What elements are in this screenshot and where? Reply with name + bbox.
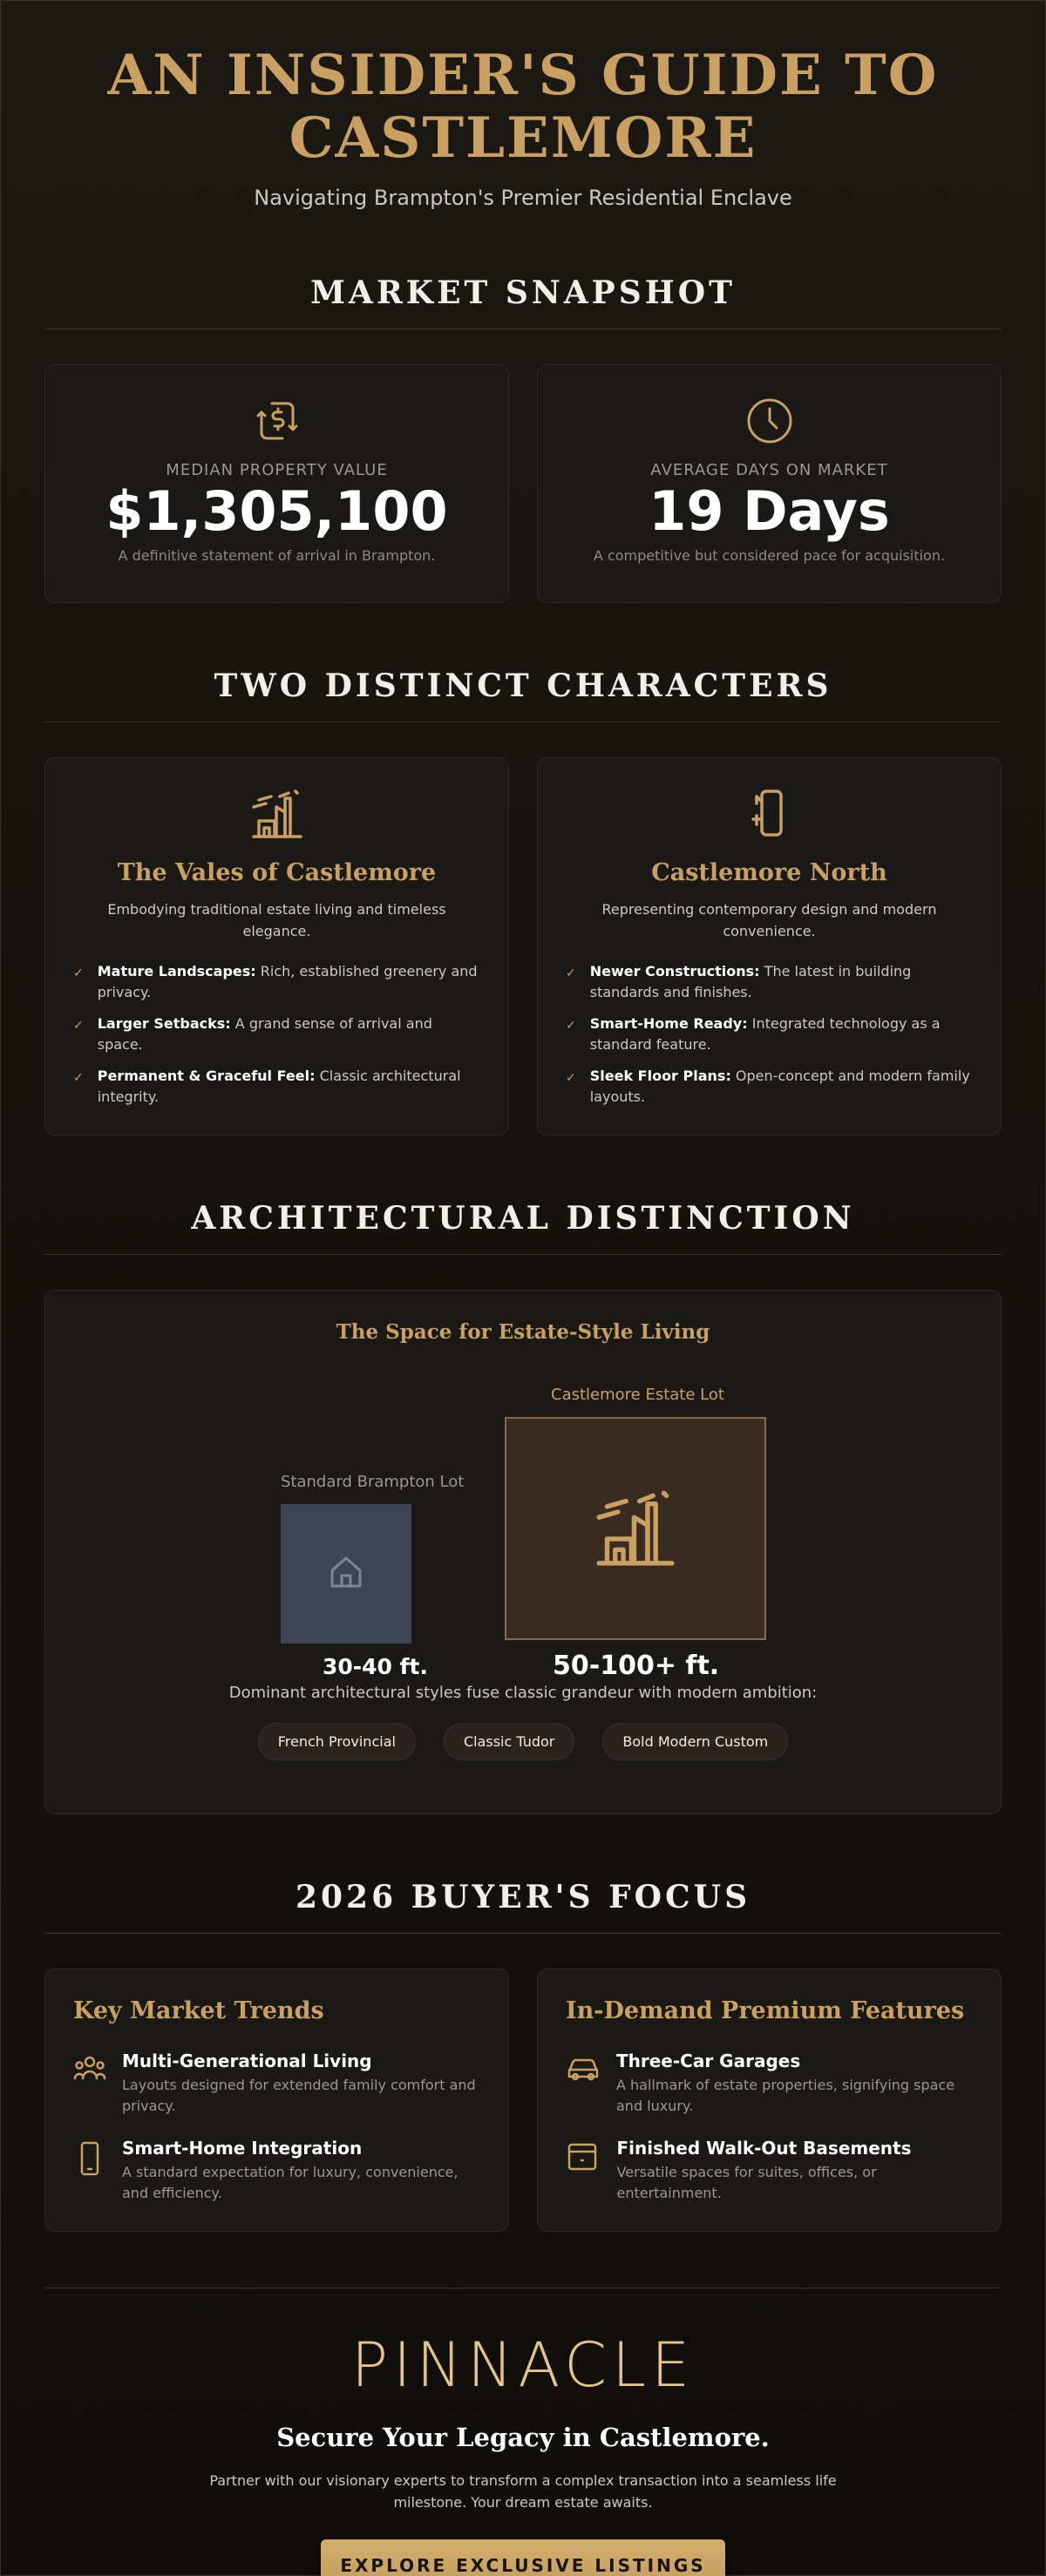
market-stats [44, 364, 1002, 603]
check-icon: ✓ [566, 1019, 576, 1033]
character-bullets [566, 961, 973, 1108]
estate-lot-label: Castlemore Estate Lot [551, 1386, 724, 1404]
feature-desc: A hallmark of estate properties, signifying space and luxury. [616, 2077, 955, 2114]
feature-name: Multi-Generational Living [122, 2051, 372, 2071]
section-heading-architecture: ARCHITECTURAL DISTINCTION [44, 1200, 1002, 1255]
list-item: ✓ Permanent & Graceful Feel: Classic architectural integrity. [73, 1066, 480, 1108]
feature-name: Smart-Home Integration [122, 2138, 363, 2159]
hero-title-line2: CASTLEMORE [289, 105, 757, 171]
character-card-north [537, 757, 1002, 1135]
architecture-title: The Space for Estate-Style Living [336, 1320, 710, 1344]
hero [44, 1, 1002, 210]
list-item: ✓ Larger Setbacks: A grand sense of arrival and space. [73, 1013, 480, 1055]
style-pill-classic-tudor: Classic Tudor [444, 1723, 574, 1760]
brand-logo: PINNACLE [350, 2329, 696, 2401]
list-item: ✓ Sleek Floor Plans: Open-concept and modern family layouts. [566, 1066, 973, 1108]
standard-lot-label: Standard Brampton Lot [281, 1473, 465, 1491]
smartphone-icon [73, 2163, 106, 2179]
list-item [566, 2138, 973, 2204]
stat-value: $1,305,100 [105, 479, 448, 543]
character-card-vales [44, 757, 509, 1135]
architecture-card [44, 1290, 1002, 1814]
character-desc: Embodying traditional estate living and timeless elegance. [107, 901, 446, 939]
feature-desc: Layouts designed for extended family comfort and privacy. [122, 2077, 476, 2114]
check-icon: ✓ [73, 1071, 84, 1085]
stat-label: MEDIAN PROPERTY VALUE [166, 461, 388, 479]
modern-building-icon [743, 827, 797, 844]
list-item: ✓ Newer Constructions: The latest in building standards and finishes. [566, 961, 973, 1003]
check-icon: ✓ [566, 966, 576, 980]
character-title: The Vales of Castlemore [117, 859, 437, 886]
feature-name: Three-Car Garages [616, 2051, 801, 2071]
check-icon: ✓ [73, 1019, 84, 1033]
lot-comparison [45, 1344, 1001, 1681]
check-icon: ✓ [73, 966, 84, 980]
focus-card-features [537, 1969, 1002, 2232]
architecture-note: Dominant architectural styles fuse classic grandeur with modern ambition: [228, 1684, 818, 1702]
clock-icon [745, 432, 794, 449]
footer [44, 2288, 1002, 2576]
stat-note: A competitive but considered pace for acquisition. [593, 547, 946, 564]
list-item [73, 2051, 480, 2117]
footer-text: Partner with our visionary experts to transform a complex transaction into a seamless life milestone. Your dream estate awaits. [209, 2472, 837, 2511]
stat-card-median-value [44, 364, 509, 603]
basement-icon [566, 2159, 599, 2176]
stat-value: 19 Days [649, 479, 890, 543]
focus-cards [44, 1969, 1002, 2232]
hero-subtitle: Navigating Brampton's Premier Residential Enclave [254, 186, 792, 210]
standard-lot-size: 30-40 ft. [323, 1654, 428, 1679]
character-desc: Representing contemporary design and modern convenience. [601, 901, 937, 939]
estate-house-icon [594, 1485, 677, 1572]
stat-card-days-on-market [537, 364, 1002, 603]
list-item [566, 2051, 973, 2117]
family-icon [73, 2071, 106, 2087]
hero-title-line1: AN INSIDER'S GUIDE TO [107, 43, 939, 108]
character-bullets [73, 961, 480, 1108]
footer-title: Secure Your Legacy in Castlemore. [276, 2423, 770, 2452]
character-cards [44, 757, 1002, 1135]
feature-desc: A standard expectation for luxury, convenience, and efficiency. [122, 2164, 458, 2201]
dollar-swap-icon [255, 432, 300, 449]
standard-lot-box [281, 1504, 411, 1644]
check-icon: ✓ [566, 1071, 576, 1085]
list-item [73, 2138, 480, 2204]
list-item: ✓ Smart-Home Ready: Integrated technology as a standard feature. [566, 1013, 973, 1055]
home-icon [327, 1553, 365, 1595]
estate-house-icon [250, 827, 304, 844]
estate-lot-box [505, 1417, 766, 1640]
estate-lot-size: 50-100+ ft. [553, 1651, 720, 1681]
style-pill-french-provincial: French Provincial [258, 1723, 416, 1760]
section-heading-market: MARKET SNAPSHOT [44, 275, 1002, 329]
focus-title: In-Demand Premium Features [566, 1997, 965, 2024]
stat-label: AVERAGE DAYS ON MARKET [650, 461, 888, 479]
explore-listings-button[interactable]: EXPLORE EXCLUSIVE LISTINGS [321, 2539, 725, 2576]
hero-title [44, 44, 1002, 170]
focus-title: Key Market Trends [73, 1997, 324, 2024]
stat-note: A definitive statement of arrival in Brampton. [118, 547, 436, 564]
character-title: Castlemore North [651, 859, 887, 886]
focus-card-trends [44, 1969, 509, 2232]
list-item: ✓ Mature Landscapes: Rich, established greenery and privacy. [73, 961, 480, 1003]
style-pills [45, 1723, 1001, 1760]
feature-name: Finished Walk-Out Basements [616, 2138, 912, 2159]
section-heading-focus: 2026 BUYER'S FOCUS [44, 1879, 1002, 1934]
feature-desc: Versatile spaces for suites, offices, or entertainment. [616, 2164, 877, 2201]
car-icon [566, 2069, 601, 2085]
style-pill-bold-modern-custom: Bold Modern Custom [602, 1723, 788, 1760]
section-heading-characters: TWO DISTINCT CHARACTERS [44, 668, 1002, 722]
